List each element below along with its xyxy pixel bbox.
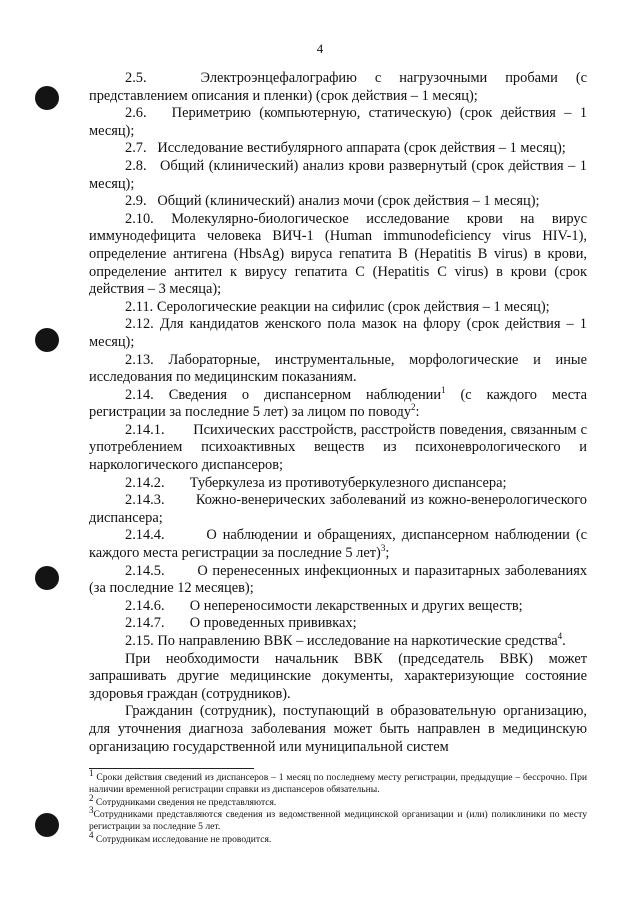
footnote-divider [89, 768, 254, 769]
punch-hole-3 [35, 566, 59, 590]
item-2-14-2: 2.14.2. Туберкулеза из противотуберкулезного диспансера; [125, 474, 507, 491]
item-2-10: 2.10. Молекулярно-биологическое исследование крови на вирус иммунодефицита человека ВИЧ-1 (Human immunodeficiency virus HIV-1), определение антигена (HbsAg) вируса гепатита В (Hepatitis В virus) в крови, определение антител к вирусу гепатита С (Hepatitis C virus) в крови (срок действия – 3 месяца); [89, 210, 587, 298]
item-2-14-1: 2.14.1. Психических расстройств, расстройств поведения, связанным с употреблением психоактивных веществ из психоневрологического и наркологического диспансеров; [89, 421, 588, 474]
footnote-2: $^2$ Сотрудниками сведения не представляются. [89, 792, 277, 808]
footnote-ref-4: 4 [557, 631, 563, 642]
footnote-4: $^4$ Сотрудникам исследование не проводится. [89, 829, 272, 845]
item-2-11: 2.11. Серологические реакции на сифилис (срок действия – 1 месяц); [125, 298, 550, 315]
item-2-14-6: 2.14.6. О непереносимости лекарственных и других веществ; [125, 597, 523, 614]
footnote-3: $^3$Сотрудниками представляются сведения из ведомственной медицинской организации и (или) поликлиники по месту регистрации за последние 5 лет. [89, 805, 587, 833]
footnote-1: $^1$ Сроки действия сведений из диспансеров – 1 месяц по последнему месту регистрации, предыдущие – бессрочно. При наличии временной регистрации справки из диспансеров обязательны. [89, 767, 587, 795]
item-2-14-5: 2.14.5. О перенесенных инфекционных и паразитарных заболеваниях (за последние 12 месяцев); [89, 562, 588, 597]
paragraph-referral: Гражданин (сотрудник), поступающий в образовательную организацию, для уточнения диагноза заболевания может быть направлен в медицинскую организацию государственной или муниципальной систем [89, 703, 587, 755]
item-2-14-4: 2.14.4. О наблюдении и обращениях, диспансерном наблюдении (с каждого места регистрации за последние 5 лет)$^3$; [89, 527, 587, 562]
footnote-ref-1: 1 [441, 384, 446, 395]
document-body [89, 70, 587, 756]
item-2-14-7: 2.14.7. О проведенных прививках; [125, 615, 357, 632]
item-2-6: 2.6. Периметрию (компьютерную, статическую) (срок действия – 1 месяц); [89, 105, 588, 139]
item-2-5: 2.5. Электроэнцефалографию с нагрузочными пробами (с представлением описания и пленки) (срок действия – 1 месяц); [89, 70, 587, 104]
footnote-ref-3: 3 [380, 543, 386, 554]
item-2-8: 2.8. Общий (клинический) анализ крови развернутый (срок действия – 1 месяц); [89, 157, 587, 192]
punch-hole-1 [35, 86, 59, 110]
item-2-9: 2.9. Общий (клинический) анализ мочи (срок действия – 1 месяц); [125, 193, 540, 210]
item-2-14-3: 2.14.3. Кожно-венерических заболеваний из кожно-венерологического диспансера; [89, 492, 587, 526]
item-2-14: 2.14. Сведения о диспансерном наблюдении$^1$ (с каждого места регистрации за последние 5 лет) за лицом по поводу$^2$: [89, 384, 587, 421]
item-2-7: 2.7. Исследование вестибулярного аппарата (срок действия – 1 месяц); [125, 140, 566, 157]
page-number: 4 [316, 41, 324, 56]
item-2-12: 2.12. Для кандидатов женского пола мазок на флору (срок действия – 1 месяц); [89, 316, 587, 350]
footnotes [89, 767, 587, 847]
punch-hole-4 [35, 813, 59, 837]
paragraph-vvk-request: При необходимости начальник ВВК (председатель ВВК) может запрашивать другие медицинские документы, характеризующие состояние здоровья граждан (сотрудников). [89, 650, 587, 702]
punch-hole-2 [35, 328, 59, 352]
item-2-15: 2.15. По направлению ВВК – исследование на наркотические средства$^4$. [125, 631, 566, 649]
item-2-13: 2.13. Лабораторные, инструментальные, морфологические и иные исследования по медицинским показаниям. [89, 351, 587, 386]
footnote-ref-2: 2 [411, 402, 416, 413]
